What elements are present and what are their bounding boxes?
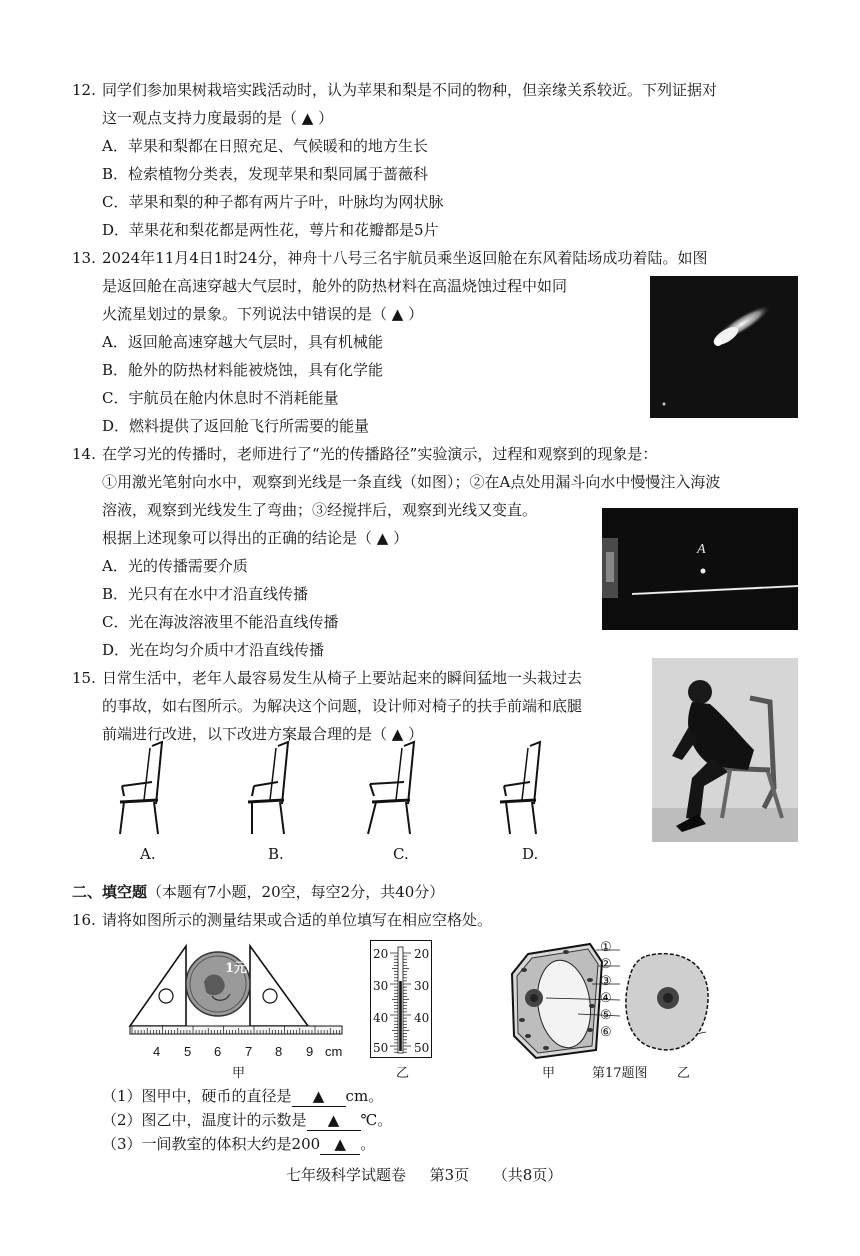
- q12-option-b: B．检索植物分类表，发现苹果和梨同属于蔷薇科: [102, 165, 429, 183]
- footer-total: （共8页）: [492, 1166, 563, 1184]
- q16-sub3: [102, 1134, 375, 1155]
- q16-sub1-blank[interactable]: ▲: [292, 1086, 346, 1107]
- page-footer: [286, 1164, 562, 1185]
- cell-caption-right: 乙: [677, 1066, 691, 1081]
- q13-stem-line3: 火流星划过的景象。下列说法中错误的是（ ▲ ）: [102, 305, 424, 323]
- cell-marker-1: ①: [600, 940, 612, 955]
- thermo-right-30: 30: [414, 979, 430, 993]
- q14-option-d: D．光在均匀介质中才沿直线传播: [102, 641, 325, 659]
- q12-option-a: A．苹果和梨都在日照充足、气候暖和的地方生长: [102, 137, 428, 155]
- ruler-scale-labels: [145, 1044, 350, 1062]
- q14-option-c: C．光在海波溶液里不能沿直线传播: [102, 613, 339, 631]
- q13-number: 13.: [72, 249, 96, 267]
- q14-stem-line3: 溶液，观察到光线发生了弯曲；③经搅拌后，观察到光线又变直。: [102, 501, 538, 519]
- thermo-right-20: 20: [414, 947, 430, 961]
- ruler-caption: 甲: [232, 1066, 246, 1081]
- ruler-tick-9: 9: [306, 1044, 314, 1059]
- q12-option-c: C．苹果和梨的种子都有两片子叶，叶脉均为网状脉: [102, 193, 444, 211]
- laser-experiment-photo: [602, 508, 798, 630]
- thermometer-figure: [370, 940, 432, 1058]
- chair-label-b: B.: [268, 845, 284, 863]
- q13-stem-line1: 2024年11月4日1时24分，神舟十八号三名宇航员乘坐返回舱在东风着陆场成功着陆。如图: [102, 249, 708, 267]
- section2-heading: [72, 882, 444, 902]
- cell-caption-mid: 第17题图: [592, 1066, 648, 1081]
- q12-option-d: D．苹果花和梨花都是两性花，萼片和花瓣都是5片: [102, 221, 439, 239]
- thermo-left-20: 20: [373, 947, 389, 961]
- q16-sub2: [102, 1110, 392, 1131]
- coin-denomination: 1元: [225, 961, 248, 976]
- cell-marker-4: ④: [600, 991, 612, 1006]
- q13-option-c: C．宇航员在舱内休息时不消耗能量: [102, 389, 339, 407]
- q16-sub2-unit: ℃。: [360, 1111, 393, 1129]
- q14-stem-line4: 根据上述现象可以得出的正确的结论是（ ▲ ）: [102, 529, 409, 547]
- q15-number: 15.: [72, 669, 96, 687]
- cell-diagram-figure: [506, 940, 722, 1062]
- cell-marker-2: ②: [600, 957, 612, 972]
- cell-marker-5: ⑤: [600, 1008, 612, 1023]
- q12-stem-line2: 这一观点支持力度最弱的是（ ▲ ）: [102, 109, 334, 127]
- ruler-tick-4: 4: [153, 1044, 161, 1059]
- q16-stem: 请将如图所示的测量结果或合适的单位填写在相应空格处。: [102, 911, 493, 929]
- cell-marker-6: ⑥: [600, 1025, 612, 1040]
- ruler-tick-6: 6: [214, 1044, 222, 1059]
- cell-marker-3: ③: [600, 974, 612, 989]
- chair-option-c-figure: [364, 738, 434, 838]
- q14-stem-line1: 在学习光的传播时，老师进行了“光的传播路径”实验演示，过程和观察到的现象是：: [102, 445, 658, 463]
- q16-sub2-text: （2）图乙中，温度计的示数是: [102, 1111, 307, 1129]
- q16-sub1-unit: cm。: [345, 1087, 384, 1105]
- thermo-left-50: 50: [373, 1041, 389, 1055]
- q16-sub1-text: （1）图甲中，硬币的直径是: [102, 1087, 292, 1105]
- q14-option-a: A．光的传播需要介质: [102, 557, 248, 575]
- footer-page: 第3页: [429, 1166, 470, 1184]
- q12-stem-line1: 同学们参加果树栽培实践活动时，认为苹果和梨是不同的物种，但亲缘关系较近。下列证据对: [102, 81, 718, 99]
- q14-number: 14.: [72, 445, 96, 463]
- footer-title: 七年级科学试题卷: [286, 1166, 407, 1184]
- q16-sub1: [102, 1086, 383, 1107]
- q13-option-a: A．返回舱高速穿越大气层时，具有机械能: [102, 333, 383, 351]
- q16-sub3-end: 。: [360, 1135, 376, 1153]
- q14-option-b: B．光只有在水中才沿直线传播: [102, 585, 309, 603]
- thermo-left-30: 30: [373, 979, 389, 993]
- ruler-coin-figure: [128, 942, 348, 1042]
- q15-stem-line3: 前端进行改进，以下改进方案最合理的是（ ▲ ）: [102, 725, 424, 743]
- ruler-unit: cm: [325, 1044, 343, 1059]
- elderly-chair-photo: [652, 658, 798, 842]
- chair-option-d-figure: [490, 738, 560, 838]
- thermo-right-40: 40: [414, 1011, 430, 1025]
- q16-number: 16.: [72, 911, 96, 929]
- q16-sub3-text: （3）一间教室的体积大约是200: [102, 1135, 321, 1153]
- q13-option-d: D．燃料提供了返回舱飞行所需要的能量: [102, 417, 370, 435]
- q12-number: 12.: [72, 81, 96, 99]
- cell-caption-left: 甲: [542, 1066, 556, 1081]
- q13-stem-line2: 是返回舱在高速穿越大气层时，舱外的防热材料在高温烧蚀过程中如同: [102, 277, 568, 295]
- q15-stem-line2: 的事故，如右图所示。为解决这个问题，设计师对椅子的扶手前端和底腿: [102, 697, 583, 715]
- reentry-capsule-photo: [650, 276, 798, 418]
- ruler-tick-5: 5: [184, 1044, 192, 1059]
- section2-note: （本题有7小题，20空，每空2分，共40分）: [147, 883, 445, 901]
- chair-label-a: A.: [140, 845, 156, 863]
- q15-stem-line1: 日常生活中，老年人最容易发生从椅子上要站起来的瞬间猛地一头栽过去: [102, 669, 583, 687]
- point-a-label: A: [697, 542, 706, 557]
- chair-option-b-figure: [238, 738, 308, 838]
- q14-stem-line2: ①用激光笔射向水中，观察到光线是一条直线（如图）；②在A点处用漏斗向水中慢慢注入海波: [102, 473, 721, 491]
- ruler-tick-7: 7: [245, 1044, 253, 1059]
- q13-option-b: B．舱外的防热材料能被烧蚀，具有化学能: [102, 361, 384, 379]
- thermo-right-50: 50: [414, 1041, 430, 1055]
- chair-option-a-figure: [112, 738, 182, 838]
- thermometer-caption: 乙: [396, 1066, 410, 1081]
- thermo-left-40: 40: [373, 1011, 389, 1025]
- section2-title: 二、填空题: [72, 883, 148, 901]
- chair-label-c: C.: [393, 845, 409, 863]
- ruler-tick-8: 8: [275, 1044, 283, 1059]
- q16-sub2-blank[interactable]: ▲: [307, 1110, 361, 1131]
- chair-label-d: D.: [522, 845, 539, 863]
- q16-sub3-blank[interactable]: ▲: [320, 1134, 360, 1155]
